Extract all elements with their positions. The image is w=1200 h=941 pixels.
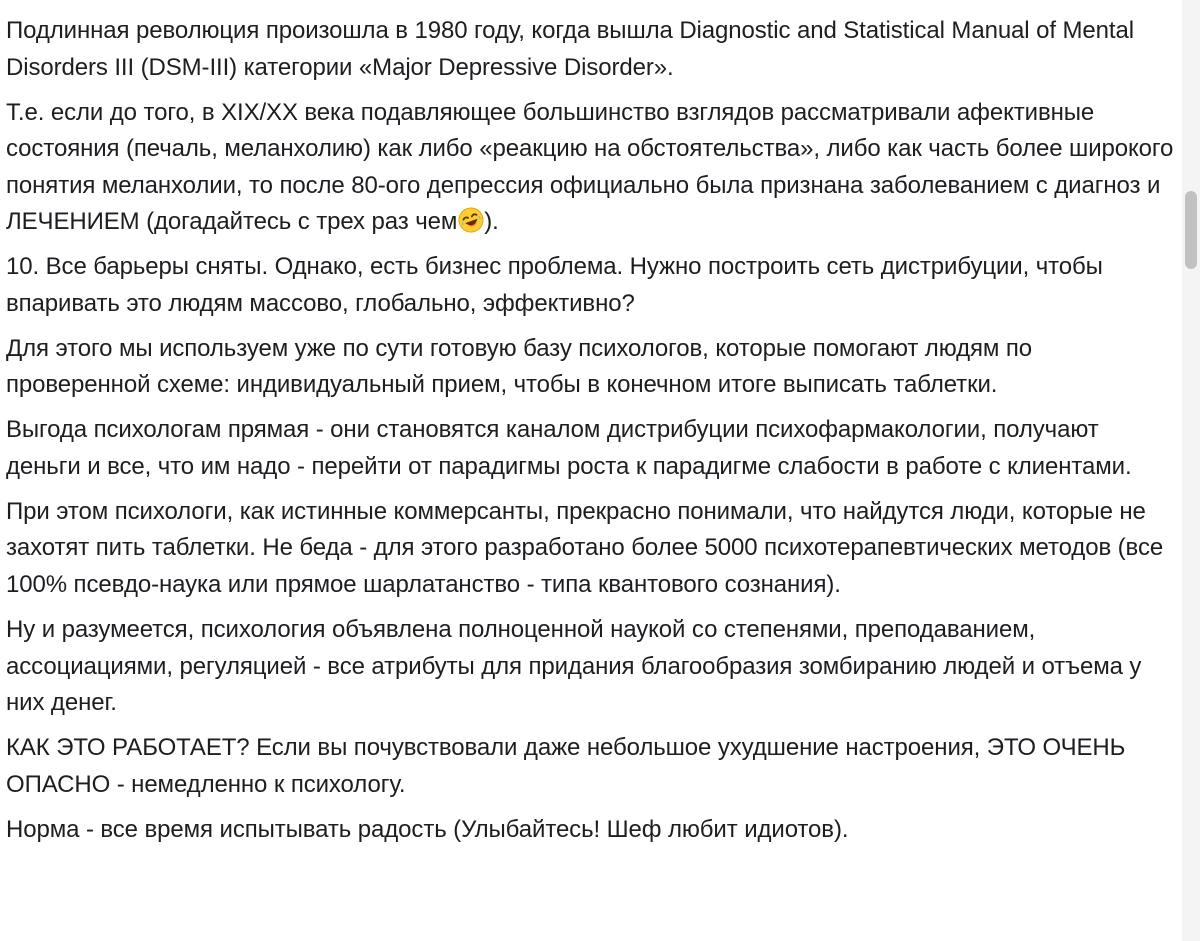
post-paragraph-9: Норма - все время испытывать радость (Улыбайтесь! Шеф любит идиотов). xyxy=(6,815,849,843)
post-paragraph-8: КАК ЭТО РАБОТАЕТ? Если вы почувствовали даже небольшое ухудшение настроения, ЭТО ОЧЕНЬ ОПАСНО - немедленно к психологу. xyxy=(6,734,1126,798)
cut-off-next-line xyxy=(0,928,1180,941)
paragraph-2-text-end: ). xyxy=(484,208,499,236)
rolling-on-floor-laughing-emoji-icon xyxy=(458,207,484,233)
post-paragraph-2 xyxy=(6,95,1178,241)
post-body xyxy=(6,13,1178,857)
post-paragraph-5: Выгода психологам прямая - они становятся каналом дистрибуции психофармакологии, получают деньги и все, что им надо - перейти от парадигмы роста к парадигме слабости в работе с клиентами. xyxy=(6,416,1132,480)
paragraph-2-text: Т.е. если до того, в XIX/XX века подавляющее большинство взглядов рассматривали афективные состояния (печаль, меланхолию) как либо «реакцию на обстоятельства», либо как часть более широкого понятия меланхолии, то после 80-ого депрессия официально была признана заболеванием с диагноз и ЛЕЧЕНИЕМ (догадайтесь с трех раз чем xyxy=(6,98,1174,236)
vertical-scrollbar[interactable] xyxy=(1182,0,1200,941)
post-paragraph-6: При этом психологи, как истинные коммерсанты, прекрасно понимали, что найдутся люди, которые не захотят пить таблетки. Не беда - для этого разработано более 5000 психотерапевтических методов (все 100% псевдо-наука или прямое шарлатанство - типа квантового сознания). xyxy=(6,497,1164,598)
post-paragraph-7: Ну и разумеется, психология объявлена полноценной наукой со степенями, преподаванием, ассоциациями, регуляцией - все атрибуты для придания благообразия зомбиранию людей и отъема у них денег. xyxy=(6,616,1142,717)
post-paragraph-3: 10. Все барьеры сняты. Однако, есть бизнес проблема. Нужно построить сеть дистрибуции, чтобы впаривать это людям массово, глобально, эффективно? xyxy=(6,253,1103,317)
post-paragraph-4: Для этого мы используем уже по сути готовую базу психологов, которые помогают людям по проверенной схеме: индивидуальный прием, чтобы в конечном итоге выписать таблетки. xyxy=(6,334,1032,399)
cut-off-text-fragment xyxy=(8,928,308,934)
post-paragraph-1: Подлинная революция произошла в 1980 году, когда вышла Diagnostic and Statistical Manual of Mental Disorders III (DSM-III) категории «Major Depressive Disorder». xyxy=(6,17,1134,81)
scrollbar-thumb[interactable] xyxy=(1185,191,1197,269)
